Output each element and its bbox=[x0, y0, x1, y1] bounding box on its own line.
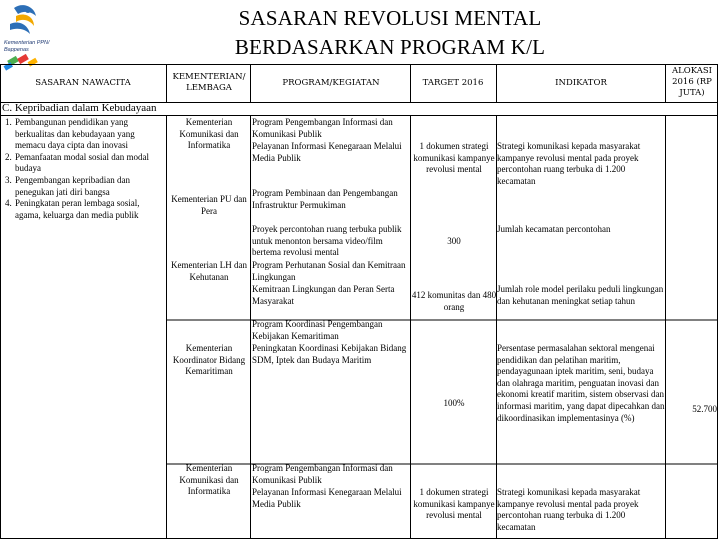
row5-kementerian: Kementerian Komunikasi dan Informatika bbox=[179, 463, 239, 497]
row4-alokasi: 52.700 bbox=[692, 404, 717, 414]
section-title: C. Kepribadian dalam Kebudayaan bbox=[2, 102, 157, 114]
row4-kementerian: Kementerian Koordinator Bidang Kemaritiman bbox=[172, 343, 246, 377]
row4-kegiatan: Peningkatan Koordinasi Kebijakan Bidang SDM, Iptek dan Budaya Maritim bbox=[252, 343, 407, 365]
sasaran-item: 1. Pembangunan pendidikan yang berkualitas dan kebudayaan yang memacu daya cipta dan inovasi bbox=[14, 117, 165, 152]
row5-target: 1 dokumen strategi komunikasi kampanye revolusi mental bbox=[413, 487, 495, 521]
row2-program: Program Pembinaan dan Pengembangan Infrastruktur Permukiman bbox=[252, 188, 398, 210]
row3-program: Program Perhutanan Sosial dan Kemitraan Lingkungan bbox=[252, 260, 406, 282]
row3-indikator: Jumlah role model perilaku peduli lingkungan dan kehutanan meningkat setiap tahun bbox=[497, 284, 664, 306]
header-program: PROGRAM/KEGIATAN bbox=[282, 78, 380, 88]
row4-indikator: Persentase permasalahan sektoral mengenai pendidikan dan pelatihan maritim, pendayagunaan iptek maritim, seni, budaya dan olahraga maritim, penguatan inovasi dan ekonomi kreatif maritim, sistem observasi dan informasi maritim, yang dapat dipecahkan dan dikoordinasikan implementasinya (%) bbox=[497, 343, 665, 423]
bappenas-logo bbox=[0, 0, 72, 72]
row3-kegiatan: Kemitraan Lingkungan dan Peran Serta Masyarakat bbox=[252, 284, 395, 306]
header-alokasi: ALOKASI 2016 (RP JUTA) bbox=[671, 66, 713, 98]
row2-indikator: Jumlah kecamatan percontohan bbox=[497, 224, 611, 234]
header-kementerian: KEMENTERIAN/ LEMBAGA bbox=[172, 72, 246, 93]
row5-indikator: Strategi komunikasi kepada masyarakat kampanye revolusi mental pada proyek percontohan ruang terbuka di 1.200 kecamatan bbox=[497, 487, 641, 532]
row1-kegiatan: Pelayanan Informasi Kenegaraan Melalui Media Publik bbox=[252, 141, 402, 163]
header-sasaran: SASARAN NAWACITA bbox=[35, 78, 131, 88]
row2-kegiatan: Proyek percontohan ruang terbuka publik untuk menonton bersama video/film bertema revolusi mental bbox=[252, 224, 402, 258]
row1-indikator: Strategi komunikasi kepada masyarakat kampanye revolusi mental pada proyek percontohan ruang terbuka di 1.200 kecamatan bbox=[497, 141, 641, 186]
row4-program: Program Koordinasi Pengembangan Kebijakan Kemaritiman bbox=[252, 319, 383, 341]
logo-caption: Kementerian PPN/ Bappenas bbox=[4, 40, 50, 53]
sasaran-list bbox=[0, 117, 165, 221]
page-title: SASARAN REVOLUSI MENTAL BERDASARKAN PROGRAM K/L bbox=[234, 6, 546, 59]
sasaran-item: 2. Pemanfaatan modal sosial dan modal budaya bbox=[14, 152, 165, 175]
row3-target: 412 komunitas dan 480 orang bbox=[411, 290, 497, 312]
row5-program: Program Pengembangan Informasi dan Komunikasi Publik bbox=[252, 463, 393, 485]
header-target: TARGET 2016 bbox=[422, 78, 484, 88]
sasaran-item: 3. Pengembangan kepribadian dan penegukan jati diri bangsa bbox=[14, 175, 165, 198]
bird-emblem-icon bbox=[10, 5, 36, 34]
row1-program: Program Pengembangan Informasi dan Komunikasi Publik bbox=[252, 117, 393, 139]
sasaran-item: 4. Peningkatan peran lembaga sosial, agama, keluarga dan media publik bbox=[14, 198, 165, 221]
row1-target: 1 dokumen strategi komunikasi kampanye revolusi mental bbox=[413, 141, 495, 175]
row2-kementerian: Kementerian PU dan Pera bbox=[171, 194, 247, 216]
row5-kegiatan: Pelayanan Informasi Kenegaraan Melalui Media Publik bbox=[252, 487, 402, 509]
row1-kementerian: Kementerian Komunikasi dan Informatika bbox=[179, 117, 239, 151]
row4-target: 100% bbox=[443, 398, 465, 408]
header-indikator: INDIKATOR bbox=[555, 78, 607, 88]
row3-kementerian: Kementerian LH dan Kehutanan bbox=[171, 260, 247, 282]
row2-target: 300 bbox=[447, 236, 461, 246]
